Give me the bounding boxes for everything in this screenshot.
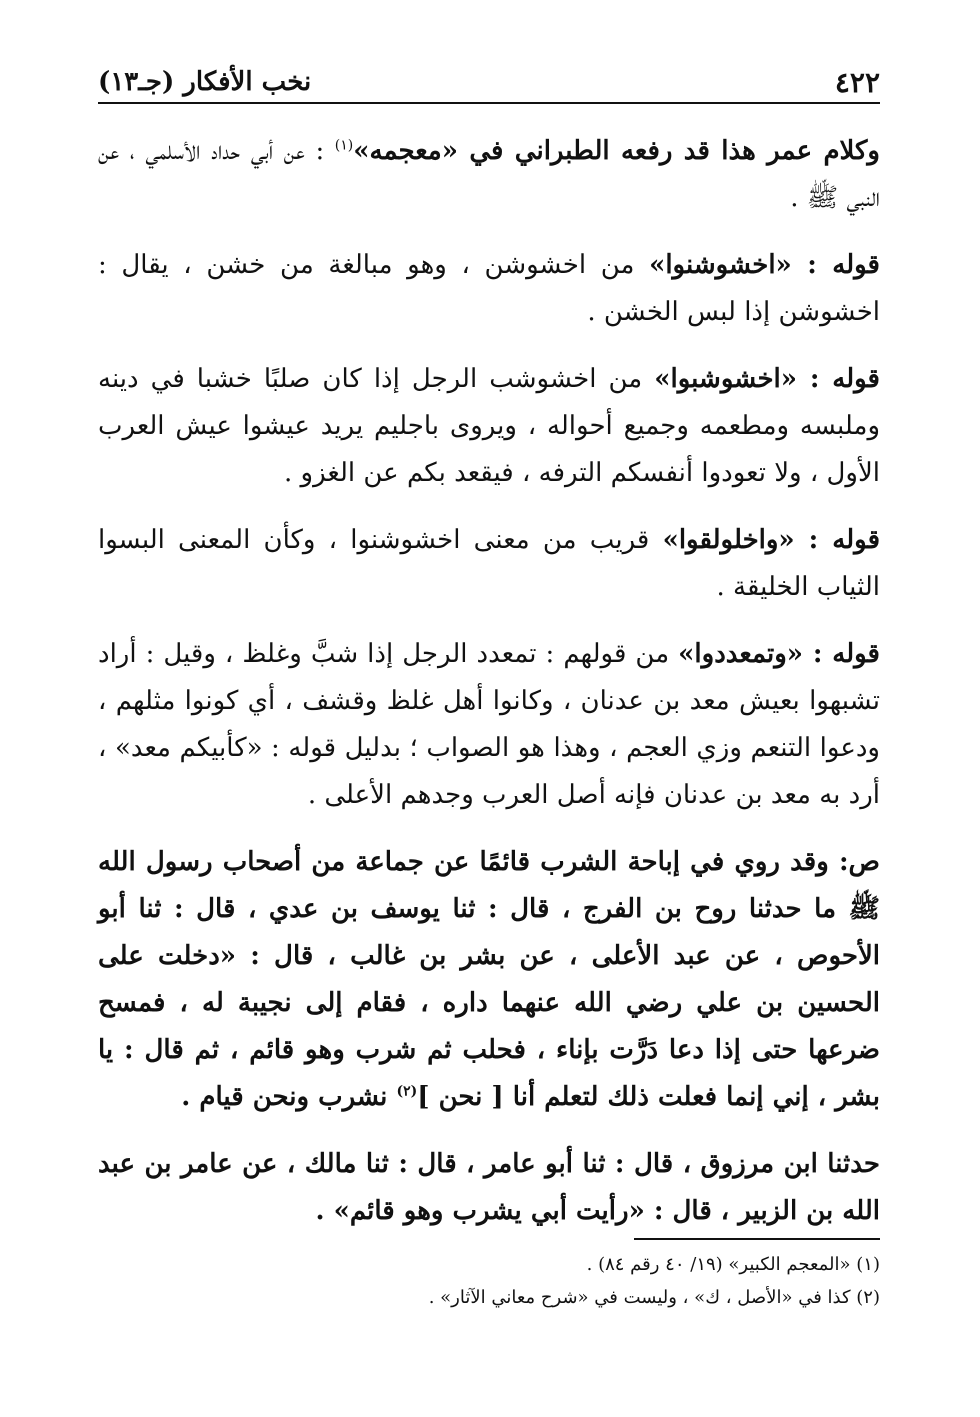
- paragraph-text: : عن أبي حداد الأسلمي ، عن النبي ﷺ .: [98, 136, 880, 213]
- paragraph-lead: قوله : «واخلولقوا»: [662, 525, 880, 555]
- paragraph-ikhshawshinu: [98, 242, 880, 336]
- paragraph-lead: وكلام عمر هذا قد رفعه الطبراني في «معجمه»: [353, 136, 880, 166]
- footnotes: [98, 1248, 880, 1314]
- running-title: نخب الأفكار (جـ١٣): [98, 67, 312, 97]
- paragraph-text: قريب من معنى اخشوشنوا ، وكأن المعنى البسوا الثياب الخليقة .: [98, 525, 880, 602]
- paragraph-ikhlawliqu: [98, 517, 880, 611]
- paragraph-tabarani: [98, 128, 880, 222]
- footnote-1: (١) «المعجم الكبير» (١٩/ ٤٠ رقم ٨٤) .: [586, 1254, 880, 1275]
- footnote-2: (٢) كذا في «الأصل ، ك» ، وليست في «شرح معاني الآثار» .: [428, 1287, 880, 1308]
- paragraph-hadith-2: [98, 1141, 880, 1235]
- paragraph-lead: قوله : «اخشوشنوا»: [649, 250, 880, 280]
- footnote-ref-2: (٢): [396, 1083, 418, 1100]
- paragraph-lead: قوله : «وتمعددوا»: [678, 639, 880, 669]
- paragraph-ikhshawshibu: [98, 356, 880, 497]
- paragraph-text-end: نشرب ونحن قيام .: [181, 1082, 397, 1112]
- footnote-ref-1: (١): [334, 137, 354, 154]
- paragraph-text: من قولهم : تمعدد الرجل إذا شبَّ وغلظ ، وقيل : أراد تشبهوا بعيش معد بن عدنان ، وكانوا أهل غلظ وقشف ، أي كونوا مثلهم ، ودعوا التنعم وزي العجم ، وهذا هو الصواب ؛ بدليل قوله : «كأبيكم معد» ، أرد به معد بن عدنان فإنه أصل العرب وجدهم الأعلى .: [98, 639, 880, 810]
- page-header: [98, 62, 880, 104]
- paragraph-text: من اخشوشب الرجل إذا كان صلبًا خشبا في دينه وملبسه ومطعمه وجميع أحواله ، ويروى باجليم يريد عيشوا عيش العرب الأول ، ولا تعودوا أنفسكم الترفه ، فيقعد بكم عن الغزو .: [98, 364, 880, 488]
- footnote-divider: [634, 1238, 880, 1240]
- paragraph-hadith-1: [98, 839, 880, 1121]
- paragraph-lead: قوله : «اخشوشبوا»: [654, 364, 880, 394]
- paragraph-text: حدثنا ابن مرزوق ، قال : ثنا أبو عامر ، قال : ثنا مالك ، عن عامر بن عبد الله بن الزبير ، قال : «رأيت أبي يشرب وهو قائم» .: [98, 1149, 880, 1226]
- page-body: [98, 128, 880, 1255]
- paragraph-text: من اخشوشن ، وهو مبالغة من خشن ، يقال : اخشوشن إذا لبس الخشن .: [98, 250, 880, 327]
- page-number: ٤٢٢: [834, 65, 880, 99]
- paragraph-tamaaddadu: [98, 631, 880, 819]
- paragraph-text: ص: وقد روي في إباحة الشرب قائمًا عن جماعة من أصحاب رسول الله ﷺ ما حدثنا روح بن الفرج ، قال : ثنا يوسف بن عدي ، قال : ثنا أبو الأحوص ، عن عبد الأعلى ، عن بشر بن غالب ، قال : «دخلت على الحسين بن علي رضي الله عنهما داره ، فقام إلى نجيبة له ، فمسح ضرعها حتى إذا دعا دَرَّت بإناء ، فحلب ثم شرب وهو قائم ، ثم قال : يا بشر ، إني إنما فعلت ذلك لتعلم أنا [ نحن ]: [98, 847, 880, 1112]
